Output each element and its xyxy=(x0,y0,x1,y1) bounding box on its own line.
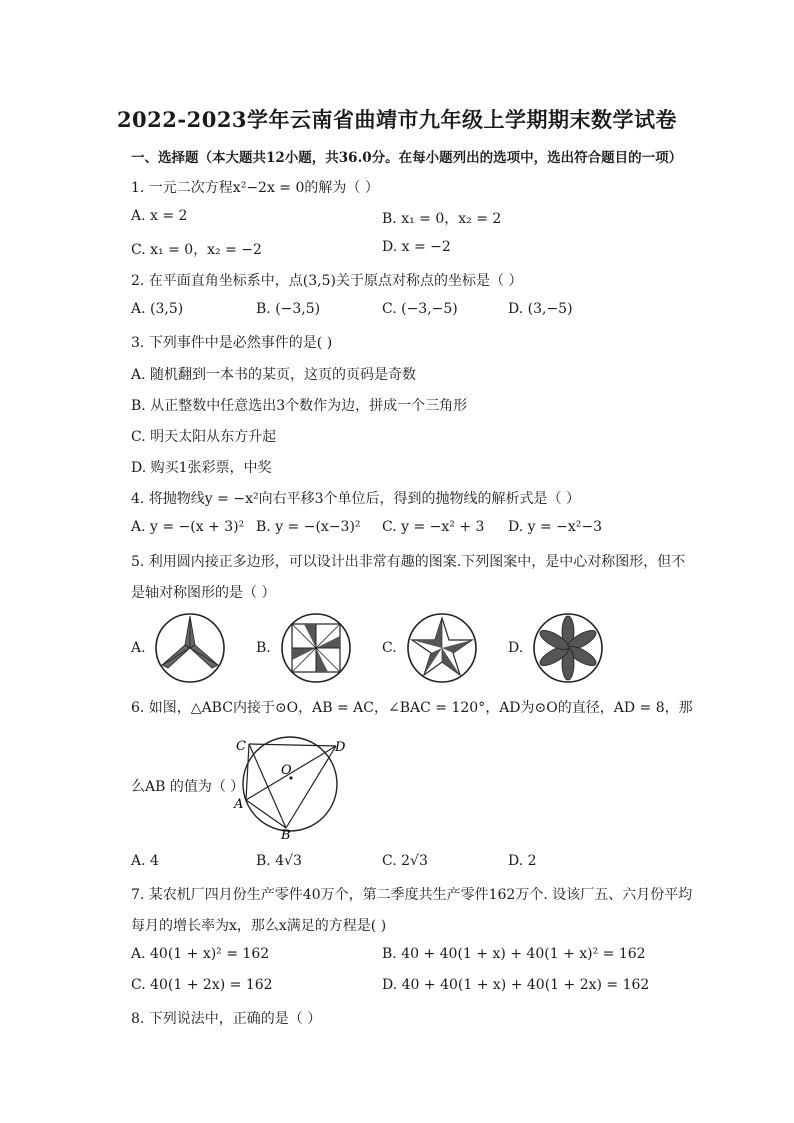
question-4-option-b: B. y = −(x−3)² xyxy=(256,519,361,535)
question-6-option-d: D. 2 xyxy=(508,853,537,869)
question-8-stem: 8. 下列说法中，正确的是（ ） xyxy=(131,1011,322,1027)
question-6-option-b: B. 4√3 xyxy=(256,853,302,869)
question-6-option-a: A. 4 xyxy=(131,853,159,869)
question-2-option-b: B. (−3,5) xyxy=(256,301,321,317)
question-5-stem-line2: 是轴对称图形的是（ ） xyxy=(131,585,276,601)
question-5-option-c: C. xyxy=(382,640,397,656)
question-2-option-c: C. (−3,−5) xyxy=(382,301,458,317)
question-7-option-c: C. 40(1 + 2x) = 162 xyxy=(131,977,273,993)
question-3-option-d: D. 购买1张彩票，中奖 xyxy=(131,460,272,476)
question-7-option-d: D. 40 + 40(1 + x) + 40(1 + 2x) = 162 xyxy=(382,977,650,993)
question-4-option-a: A. y = −(x + 3)² xyxy=(131,519,245,535)
question-6-option-c: C. 2√3 xyxy=(382,853,428,869)
question-1-stem: 1. 一元二次方程x²−2x = 0的解为（ ） xyxy=(131,180,379,196)
question-3-stem: 3. 下列事件中是必然事件的是( ) xyxy=(131,335,333,351)
label-c: C xyxy=(236,739,246,754)
question-2-option-a: A. (3,5) xyxy=(131,301,184,317)
question-3-option-b: B. 从正整数中任意选出3个数作为边，拼成一个三角形 xyxy=(131,398,468,414)
question-4-option-c: C. y = −x² + 3 xyxy=(382,519,485,535)
figure-d-flower xyxy=(532,612,604,684)
question-1-option-d: D. x = −2 xyxy=(382,239,451,255)
figure-c-star xyxy=(406,612,478,684)
label-o: O xyxy=(281,763,292,778)
question-5-option-d: D. xyxy=(508,640,524,656)
question-7-option-b: B. 40 + 40(1 + x) + 40(1 + x)² = 162 xyxy=(382,946,646,962)
label-d: D xyxy=(335,740,346,755)
question-4-stem: 4. 将抛物线y = −x²向右平移3个单位后，得到的抛物线的解析式是（ ） xyxy=(131,491,580,507)
section-heading: 一、选择题（本大题共12小题，共36.0分。在每小题列出的选项中，选出符合题目的一项） xyxy=(131,150,683,166)
question-7-option-a: A. 40(1 + x)² = 162 xyxy=(131,946,270,962)
question-4-option-d: D. y = −x²−3 xyxy=(508,519,603,535)
figure-q6-circle-diagram xyxy=(232,733,352,841)
question-5-option-b: B. xyxy=(256,640,271,656)
question-5-option-a: A. xyxy=(131,640,146,656)
question-3-option-c: C. 明天太阳从东方升起 xyxy=(131,429,277,445)
question-6-stem: 6. 如图，△ABC内接于⊙O，AB = AC，∠BAC = 120°，AD为⊙O的直径，AD = 8，那 xyxy=(131,700,693,716)
question-2-stem: 2. 在平面直角坐标系中，点(3,5)关于原点对称点的坐标是（ ） xyxy=(131,273,523,289)
question-7-stem-line2: 每月的增长率为x，那么x满足的方程是( ) xyxy=(131,918,387,934)
question-1-option-c: C. x₁ = 0，x₂ = −2 xyxy=(131,242,262,258)
question-6-stem-line2: 么AB 的值为（ ） xyxy=(131,779,245,795)
question-7-stem: 7. 某农机厂四月份生产零件40万个，第二季度共生产零件162万个. 设该厂五、六月份平均 xyxy=(131,887,693,903)
label-a: A xyxy=(234,797,244,812)
question-5-stem: 5. 利用圆内接正多边形，可以设计出非常有趣的图案.下列图案中，是中心对称图形，但不 xyxy=(131,554,686,570)
question-3-option-a: A. 随机翻到一本书的某页，这页的页码是奇数 xyxy=(131,367,417,383)
question-1-option-a: A. x = 2 xyxy=(131,208,188,224)
question-2-option-d: D. (3,−5) xyxy=(508,301,573,317)
figure-a-tri-blade xyxy=(154,612,226,684)
figure-b-pinwheel xyxy=(280,612,352,684)
question-1-option-b: B. x₁ = 0，x₂ = 2 xyxy=(382,211,502,227)
page-title: 2022-2023学年云南省曲靖市九年级上学期期末数学试卷 xyxy=(116,107,678,132)
label-b: B xyxy=(281,828,291,841)
